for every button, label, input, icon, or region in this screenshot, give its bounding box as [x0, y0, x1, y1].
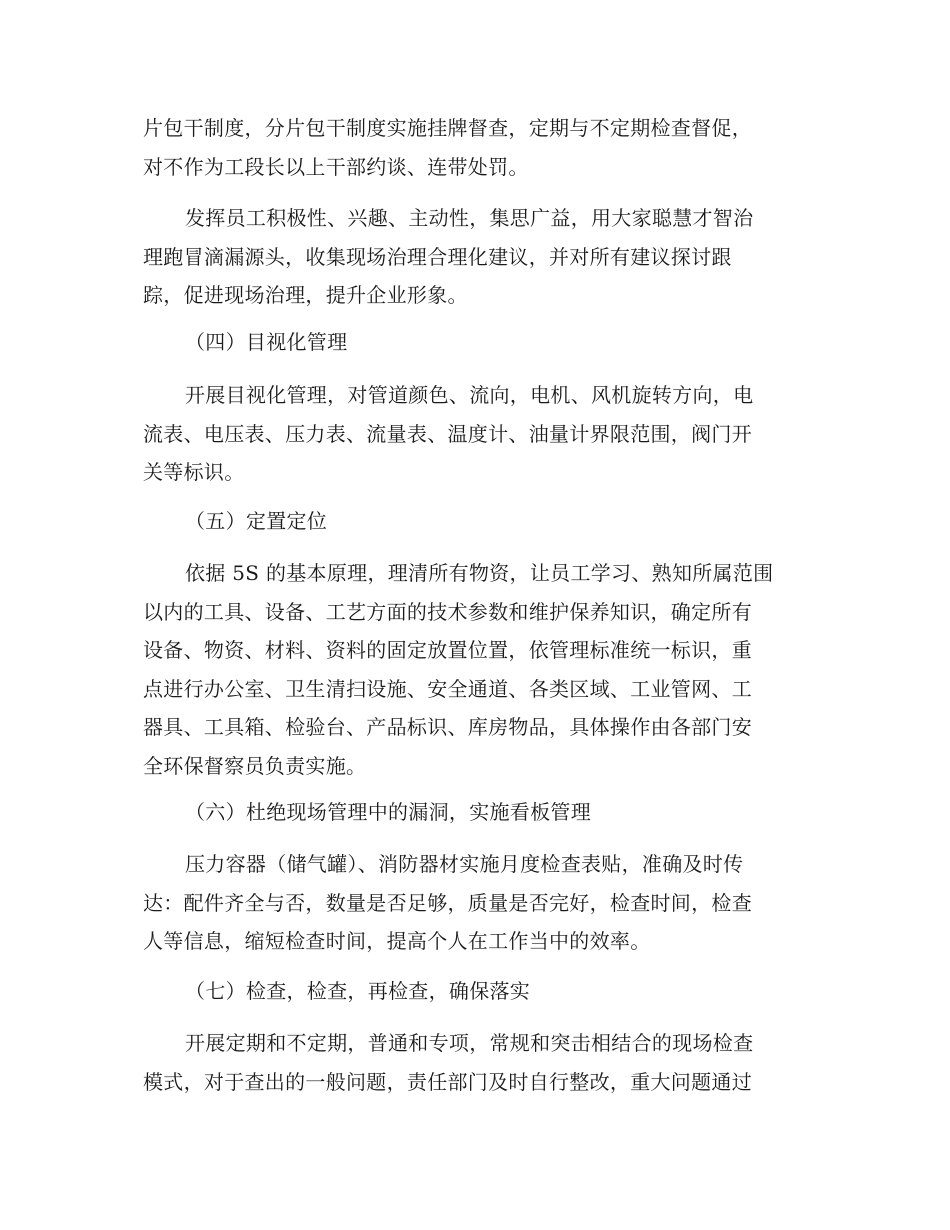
text-line: 设备、物资、材料、资料的固定放置位置，依管理标准统一标识，重: [143, 638, 752, 662]
text-line: 对不作为工段长以上干部约谈、连带处罚。: [143, 154, 529, 179]
section-heading-5: （五）定置定位: [185, 509, 328, 533]
paragraph-employee-engagement: [143, 199, 798, 315]
section-heading-7: （七）检查，检查，再检查，确保落实: [185, 979, 531, 1003]
text-line: 关等标识。: [143, 460, 245, 484]
text-line: 压力容器（储气罐）、消防器材实施月度检查表贴，准确及时传: [185, 852, 744, 876]
text-line: 器具、工具箱、检验台、产品标识、库房物品，具体操作由各部门安: [143, 715, 752, 739]
paragraph-visual-management: [143, 376, 798, 492]
text-line: 依据 5S 的基本原理，理清所有物资，让员工学习、熟知所属范围: [185, 561, 774, 585]
text-line: 全环保督察员负责实施。: [143, 753, 367, 778]
paragraph-kanban-management: [143, 845, 798, 961]
text-line: 达：配件齐全与否，数量是否足够，质量是否完好，检查时间，检查: [143, 890, 752, 915]
text-line: 踪，促进现场治理，提升企业形象。: [143, 283, 468, 307]
section-heading-4: （四）目视化管理: [185, 330, 348, 354]
text-line: 流表、电压表、压力表、流量表、温度计、油量计界限范围，阀门开: [143, 421, 752, 446]
text-line: 理跑冒滴漏源头，收集现场治理合理化建议，并对所有建议探讨跟: [143, 244, 732, 269]
section-heading-6: （六）杜绝现场管理中的漏洞，实施看板管理: [185, 800, 591, 824]
text-line: 模式，对于查出的一般问题，责任部门及时自行整改，重大问题通过: [143, 1069, 752, 1094]
paragraph-fixed-position: [143, 554, 798, 785]
text-line: 点进行办公室、卫生清扫设施、安全通道、各类区域、工业管网、工: [143, 676, 752, 701]
text-line: 人等信息，缩短检查时间，提高个人在工作当中的效率。: [143, 929, 651, 953]
text-line: 开展目视化管理，对管道颜色、流向，电机、风机旋转方向，电: [185, 383, 754, 407]
text-line: 开展定期和不定期，普通和专项，常规和突击相结合的现场检查: [185, 1031, 754, 1055]
paragraph-continued: [143, 109, 798, 186]
paragraph-inspection: [143, 1024, 798, 1101]
text-line: 发挥员工积极性、兴趣、主动性，集思广益，用大家聪慧才智治: [185, 206, 754, 230]
text-line: 以内的工具、设备、工艺方面的技术参数和维护保养知识，确定所有: [143, 599, 752, 624]
text-line: 片包干制度，分片包干制度实施挂牌督查，定期与不定期检查督促，: [143, 116, 752, 140]
